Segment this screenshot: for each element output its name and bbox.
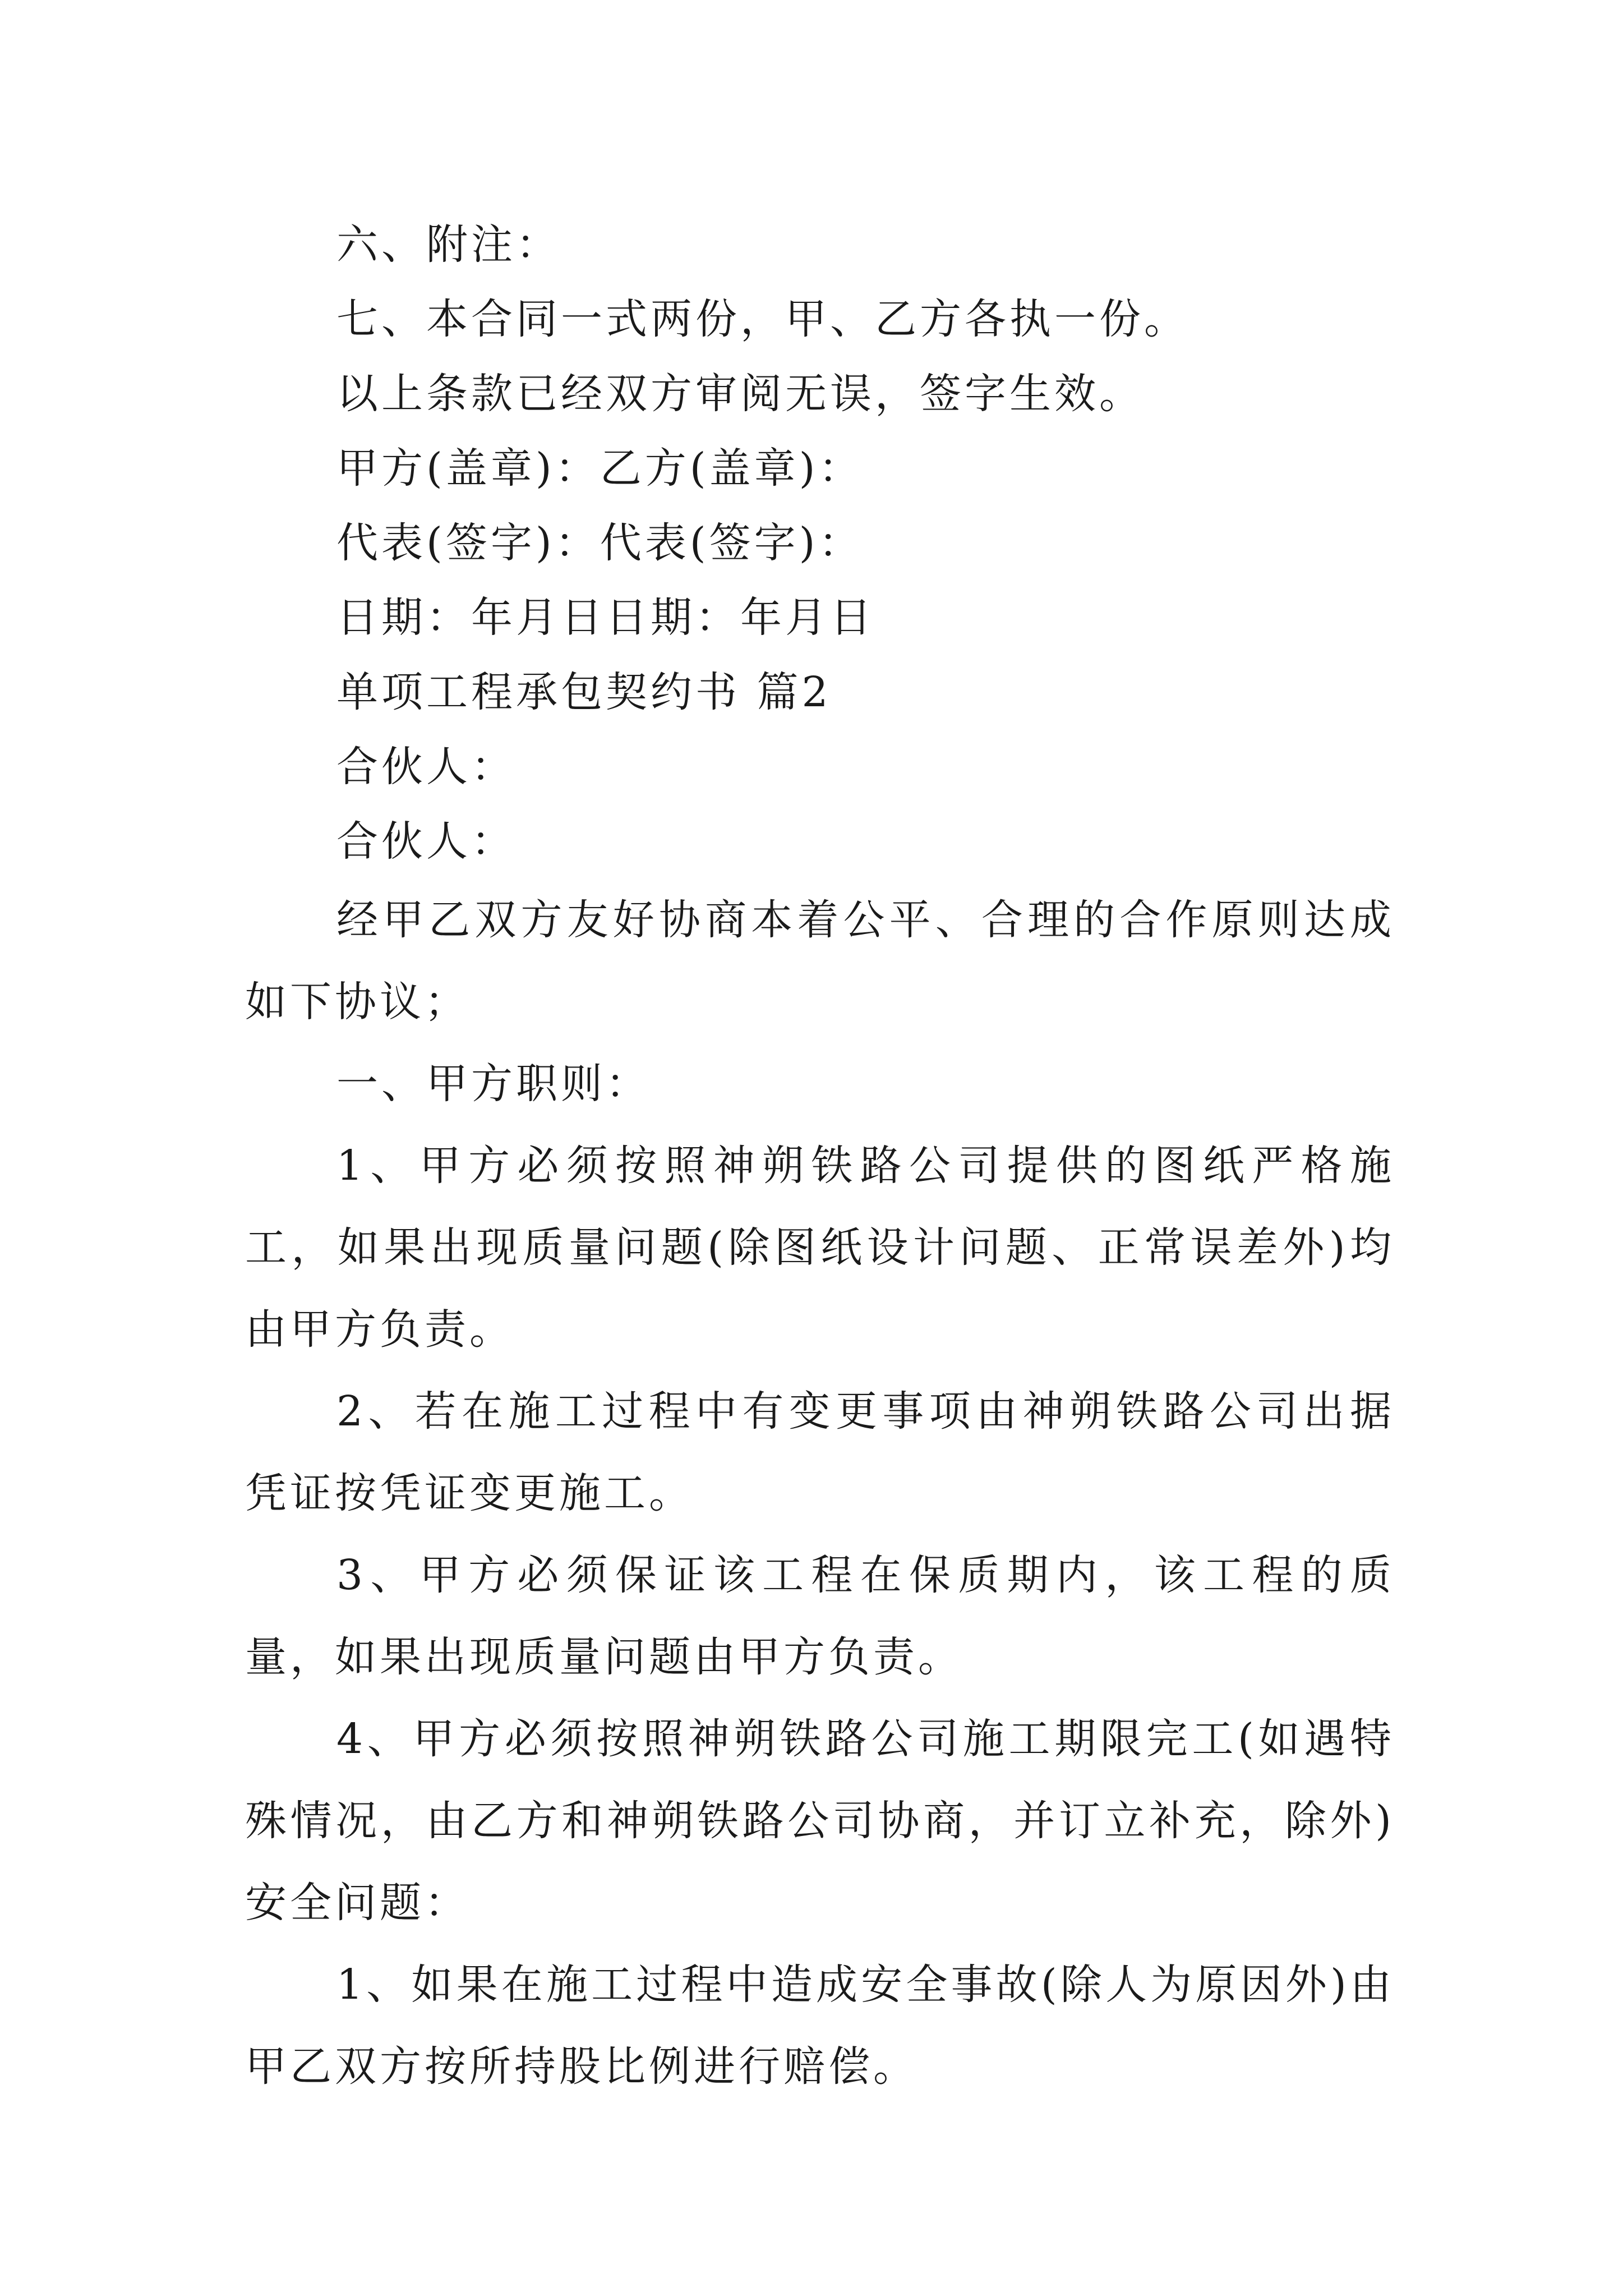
duty-item-1: 1、甲方必须按照神朔铁路公司提供的图纸严格施工，如果出现质量问题(除图纸设计问题、正常误差外)均由甲方负责。 <box>245 1142 1395 1354</box>
agreement-intro: 经甲乙双方友好协商本着公平、合理的合作原则达成如下协议； <box>245 896 1395 1026</box>
clause-copies: 七、本合同一式两份，甲、乙方各执一份。 <box>336 295 1189 343</box>
duty-item-3: 3、甲方必须保证该工程在保质期内，该工程的质量，如果出现质量问题由甲方负责。 <box>245 1551 1395 1681</box>
clause-notes: 六、附注： <box>336 220 561 269</box>
signature-line: 代表(签字)：代表(签字)： <box>336 519 864 567</box>
partner-line-2: 合伙人： <box>336 817 516 866</box>
safety-item-1: 1、如果在施工过程中造成安全事故(除人为原因外)由甲乙双方按所持股比例进行赔偿。 <box>245 1961 1395 2091</box>
duty-item-2: 2、若在施工过程中有变更事项由神朔铁路公司出据凭证按凭证变更施工。 <box>245 1387 1395 1517</box>
duty-item-4: 4、甲方必须按照神朔铁路公司施工期限完工(如遇特殊情况，由乙方和神朔铁路公司协商，并订立补充，除外) 安全问题： <box>245 1715 1395 1927</box>
date-line: 日期：年月日日期：年月日 <box>336 593 875 642</box>
party-a-duties-heading: 一、甲方职则： <box>336 1060 651 1108</box>
section-heading: 单项工程承包契约书 篇2 <box>336 668 832 716</box>
document-body <box>245 208 1395 2108</box>
clause-effective: 以上条款已经双方审阅无误，签字生效。 <box>336 370 1144 418</box>
seal-line: 甲方(盖章)：乙方(盖章)： <box>336 444 864 493</box>
partner-line-1: 合伙人： <box>336 743 516 791</box>
